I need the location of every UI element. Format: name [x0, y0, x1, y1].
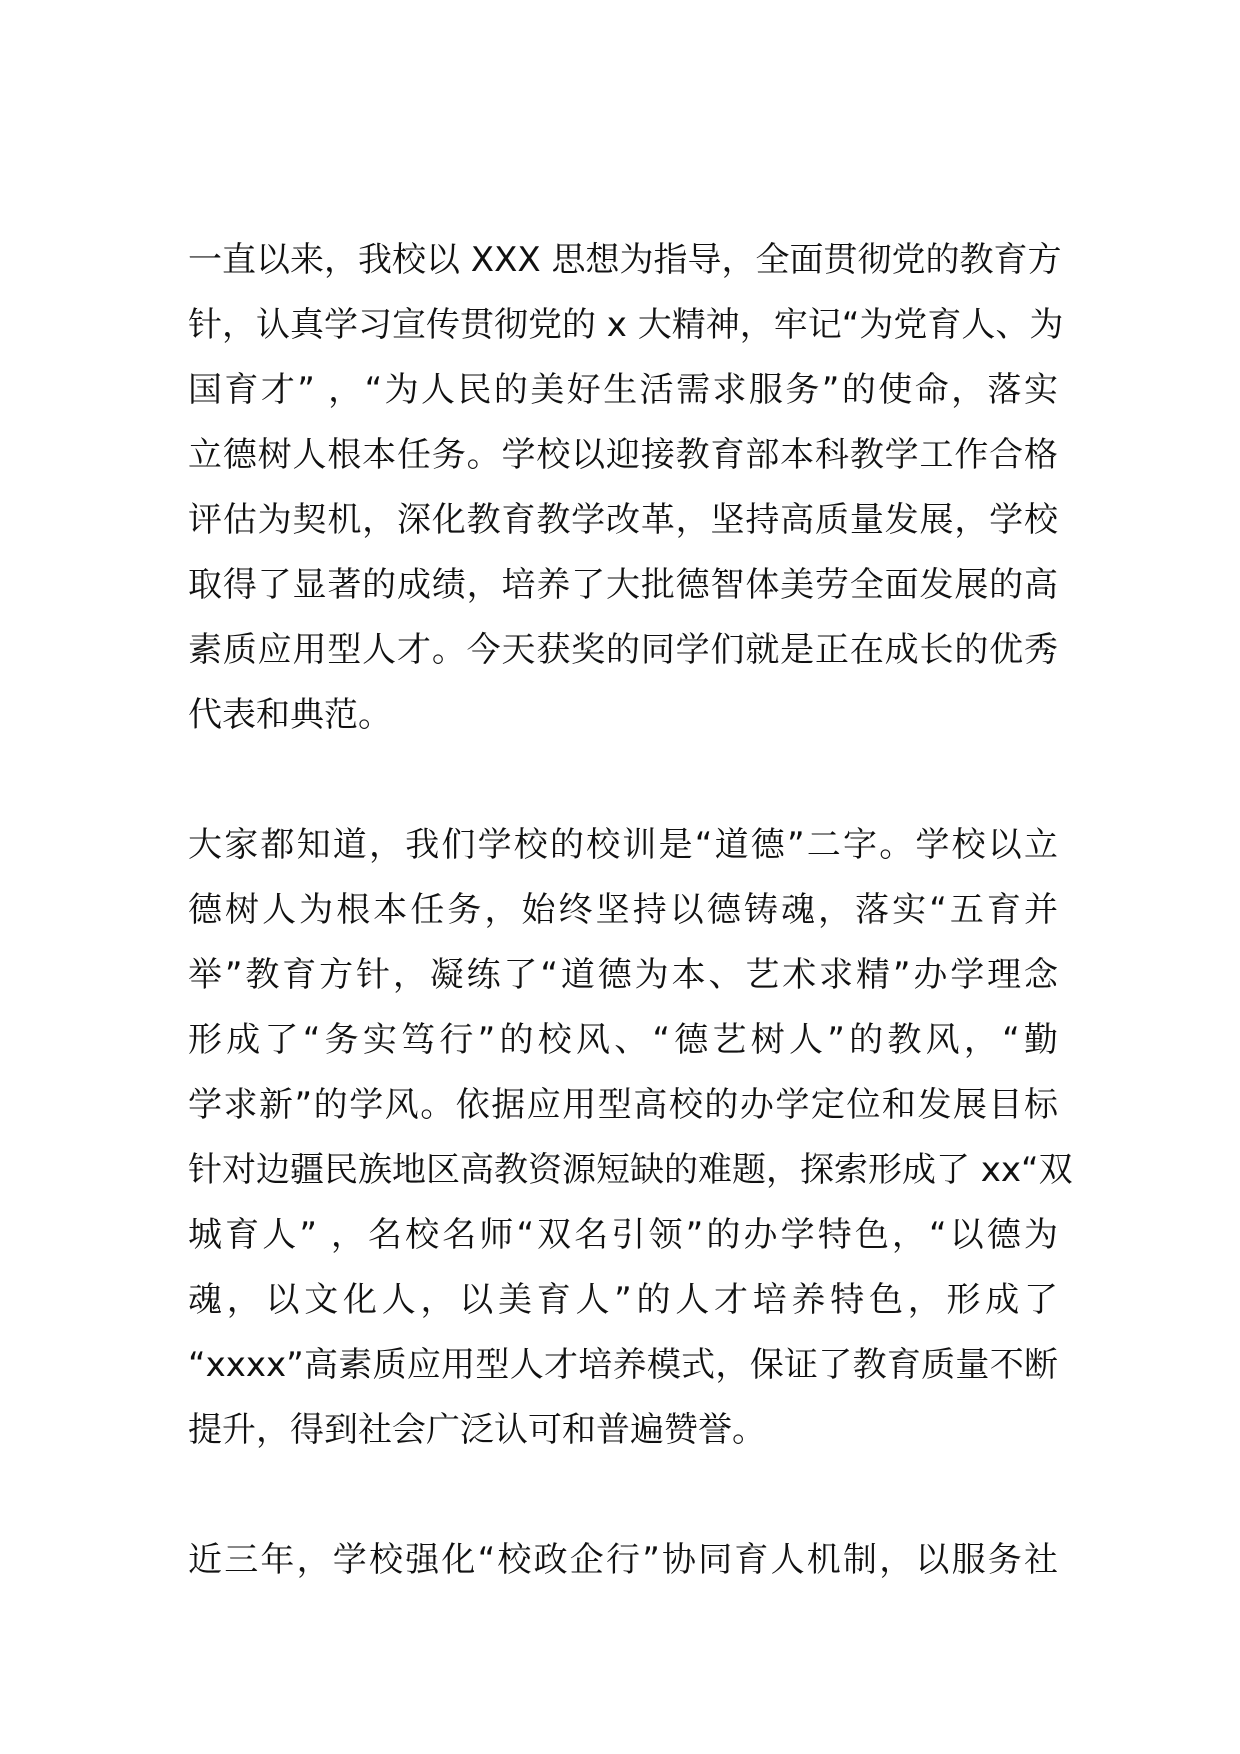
document-body: [188, 228, 1073, 1658]
text-line: 城育人” ，名校名师“双名引领”的办学特色，“以德为: [188, 1215, 1058, 1255]
text-line: 素质应用型人才。今天获奖的同学们就是正在成长的优秀: [188, 630, 1058, 670]
text-line: 取得了显著的成绩，培养了大批德智体美劳全面发展的高: [188, 565, 1058, 605]
text-line: 德树人为根本任务，始终坚持以德铸魂，落实“五育并: [188, 890, 1058, 930]
text-line: 魂，以文化人，以美育人”的人才培养特色，形成了: [188, 1280, 1058, 1320]
text-line: 代表和典范。: [188, 695, 392, 735]
text-line: 针，认真学习宣传贯彻党的 x 大精神，牢记“为党育人、为: [188, 305, 1064, 345]
text-line: 国育才” ，“为人民的美好生活需求服务”的使命，落实: [188, 370, 1058, 410]
paragraph-2: [188, 813, 1073, 1463]
text-line: 立德树人根本任务。学校以迎接教育部本科教学工作合格: [188, 435, 1058, 475]
text-line: 一直以来，我校以 XXX 思想为指导，全面贯彻党的教育方: [188, 240, 1062, 280]
text-line: 学求新”的学风。依据应用型高校的办学定位和发展目标: [188, 1085, 1058, 1125]
text-line: 评估为契机，深化教育教学改革，坚持高质量发展，学校: [188, 500, 1058, 540]
text-line: 举”教育方针，凝练了“道德为本、艺术求精”办学理念: [188, 955, 1058, 995]
text-line: 形成了“务实笃行”的校风、“德艺树人”的教风，“勤: [188, 1020, 1058, 1060]
paragraph-1: [188, 228, 1064, 748]
paragraph-3: [188, 1528, 1058, 1593]
text-line: 提升，得到社会广泛认可和普遍赞誉。: [188, 1410, 766, 1450]
text-line: 大家都知道，我们学校的校训是“道德”二字。学校以立: [188, 825, 1058, 865]
text-line: 近三年，学校强化“校政企行”协同育人机制，以服务社: [188, 1540, 1058, 1580]
text-line: “xxxx”高素质应用型人才培养模式，保证了教育质量不断: [188, 1345, 1058, 1385]
text-line: 针对边疆民族地区高教资源短缺的难题，探索形成了 xx“双: [188, 1150, 1073, 1190]
